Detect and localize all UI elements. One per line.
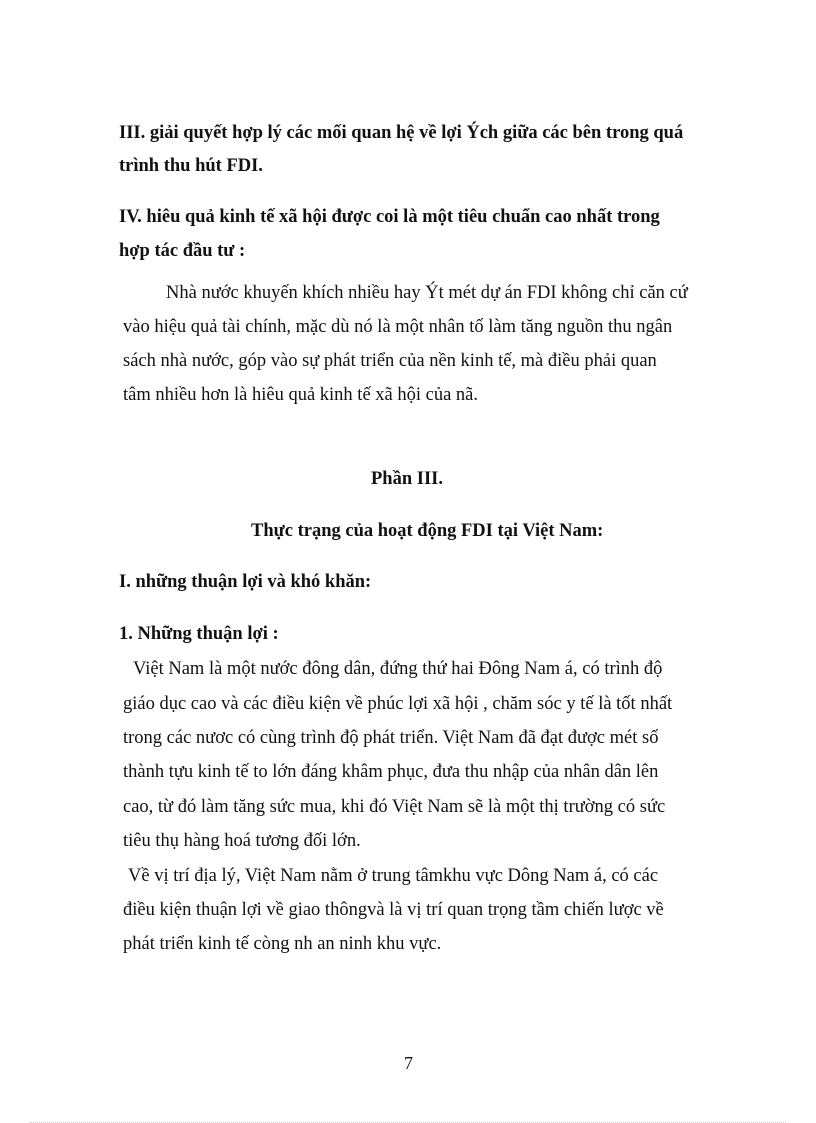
paragraph-1-line-2: vào hiệu quả tài chính, mặc dù nó là một nhân tố làm tăng nguồn thu ngân	[123, 317, 673, 337]
paragraph-1-line-4: tâm nhiều hơn là hiêu quả kinh tế xã hội của nã.	[123, 385, 479, 405]
paragraph-1-line-1: Nhà nước khuyến khích nhiều hay Ýt mét dự án FDI không chỉ căn cứ	[166, 283, 688, 303]
part-subtitle: Thực trạng của hoạt động FDI tại Việt Nam:	[251, 521, 604, 541]
section-iv-heading-line-2: hợp tác đầu tư :	[119, 241, 246, 261]
paragraph-3-line-1: Về vị trí địa lý, Việt Nam nằm ở trung tâmkhu vực Dông Nam á, có các	[128, 866, 659, 886]
part-title: Phần III.	[371, 469, 443, 489]
section-iv-heading-line-1: IV. hiêu quả kinh tế xã hội được coi là một tiêu chuẩn cao nhất trong	[119, 207, 660, 227]
paragraph-2-line-5: cao, từ đó làm tăng sức mua, khi đó Việt Nam sẽ là một thị trường có sức	[123, 797, 666, 817]
paragraph-3-line-2: điều kiện thuận lợi về giao thôngvà là vị trí quan trọng tầm chiến lược về	[123, 900, 664, 920]
section-iii-heading-line-1: III. giải quyết hợp lý các mối quan hệ về lợi Ých giữa các bên trong quá	[119, 123, 684, 143]
paragraph-2-line-6: tiêu thụ hàng hoá tương đối lớn.	[123, 831, 361, 851]
paragraph-2-line-3: trong các nươc có cùng trình độ phát triển. Việt Nam đã đạt được mét số	[123, 728, 659, 748]
paragraph-1-line-3: sách nhà nước, góp vào sự phát triển của nền kinh tế, mà điều phải quan	[123, 351, 657, 371]
section-iii-heading-line-2: trình thu hút FDI.	[119, 156, 263, 176]
page-number: 7	[404, 1053, 413, 1073]
section-i-title: I. những thuận lợi và khó khăn:	[119, 572, 372, 592]
paragraph-2-line-2: giáo dục cao và các điều kiện về phúc lợi xã hội , chăm sóc y tế là tốt nhất	[123, 694, 673, 714]
paragraph-2-line-4: thành tựu kinh tế to lớn đáng khâm phục, đưa thu nhập của nhân dân lên	[123, 762, 659, 782]
subsection-1-title: 1. Những thuận lợi :	[119, 624, 279, 644]
paragraph-2-line-1: Việt Nam là một nước đông dân, đứng thứ hai Đông Nam á, có trình độ	[133, 659, 663, 679]
paragraph-3-line-3: phát triển kinh tế còng nh an ninh khu vực.	[123, 934, 442, 954]
